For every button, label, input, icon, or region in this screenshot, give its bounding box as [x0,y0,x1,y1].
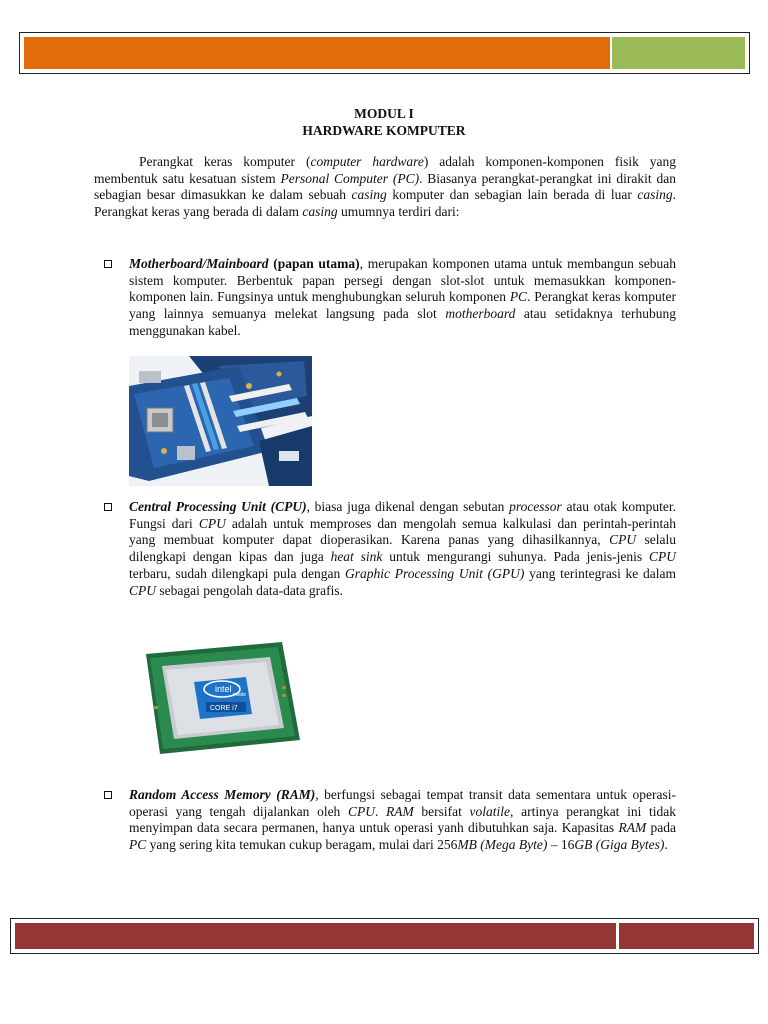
cpu-model-text: CORE i7 [210,705,238,712]
list-item-ram: Random Access Memory (RAM), berfungsi sebagai tempat transit data sementara untuk operasi-operasi yang tengah dijalankan oleh CPU. RAM bersifat volatile, artinya perangkat ini tidak menyimpan data secara permanen, hanya untuk operasi yanh dibutuhkan saja. Kapasitas RAM pada PC yang sering kita temukan cukup beragam, mulai dari 256MB (Mega Byte) – 16GB (Giga Bytes). [129,787,677,853]
module-title: HARDWARE KOMPUTER [302,123,466,138]
header-band-green [612,37,745,69]
cpu-brand-text: intel [215,684,232,694]
bullet-checkbox-icon [104,503,112,511]
header-band [19,32,750,74]
footer-band [10,918,759,954]
intro-paragraph: Perangkat keras komputer (computer hardware) adalah komponen-komponen fisik yang membentuk satu kesatuan sistem Personal Computer (PC). Biasanya perangkat-perangkat ini dirakit dan sebagian besar dimasukkan ke dalam sebuah casing komputer dan sebagian lain berada di luar casing. Perangkat keras yang berada di dalam casing umumnya terdiri dari: [94,154,677,220]
bullet-checkbox-icon [104,260,112,268]
motherboard-illustration [129,356,312,486]
footer-band-left [15,923,616,949]
list-item-motherboard: Motherboard/Mainboard (papan utama), merupakan komponen utama untuk membangun sebuah sistem komputer. Berbentuk papan persegi dengan slot-slot untuk memasukkan komponen-komponen lain. Fungsinya untuk menghubungkan seluruh komponen PC. Perangkat keras komputer yang lainnya semuanya melekat langsung pada slot motherboard atau setidaknya terhubung menggunakan kabel. [129,256,676,338]
cpu-chip-illustration [132,636,310,760]
module-number: MODUL I [354,106,414,121]
bullet-checkbox-icon [104,791,112,799]
footer-band-right [619,923,754,949]
header-band-orange [24,37,610,69]
motherboard-photo [129,356,312,486]
cpu-inside-text: inside [233,692,247,698]
cpu-photo [132,636,310,760]
list-item-cpu: Central Processing Unit (CPU), biasa juga dikenal dengan sebutan processor atau otak komputer. Fungsi dari CPU adalah untuk memproses dan mengolah semua kalkulasi dan perintah-perintah yang membuat komputer dapat dioperasikan. Karena panas yang dihasilkannya, CPU selalu dilengkapi dengan kipas dan juga heat sink untuk mengurangi suhunya. Pada jenis-jenis CPU terbaru, sudah dilengkapi pula dengan Graphic Processing Unit (GPU) yang terintegrasi ke dalam CPU sebagai pengolah data-data grafis. [129,499,677,598]
